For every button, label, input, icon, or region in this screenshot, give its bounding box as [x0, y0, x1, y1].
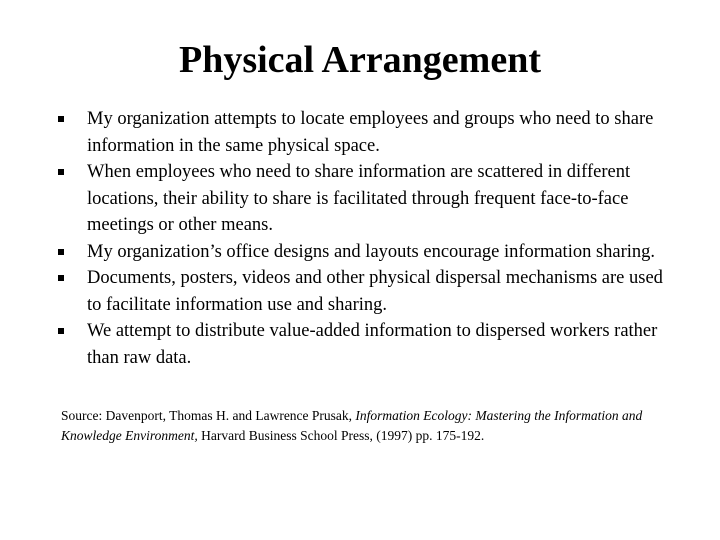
bullet-text: My organization attempts to locate employees and groups who need to share information in the same physical space.	[87, 109, 654, 156]
bullet-item	[56, 106, 666, 159]
source-suffix: Harvard Business School Press, (1997) pp. 175-192.	[197, 428, 485, 443]
bullet-item	[56, 265, 666, 318]
bullet-text: My organization’s office designs and layouts encourage information sharing.	[87, 241, 656, 262]
source-citation	[61, 406, 661, 446]
bullet-text: We attempt to distribute value-added information to dispersed workers rather than raw data.	[87, 321, 658, 368]
square-bullet-icon	[58, 169, 64, 175]
bullet-item	[56, 318, 666, 371]
square-bullet-icon	[58, 275, 64, 281]
bullet-item	[56, 159, 666, 239]
source-prefix: Source: Davenport, Thomas H. and Lawrence Prusak,	[61, 408, 356, 423]
bullet-text: Documents, posters, videos and other physical dispersal mechanisms are used to facilitate information use and sharing.	[87, 268, 663, 315]
bullet-list	[56, 106, 666, 371]
square-bullet-icon	[58, 249, 64, 255]
source-book-title: Information Ecology: Mastering the Information and Knowledge Environment,	[61, 408, 643, 443]
square-bullet-icon	[58, 116, 64, 122]
bullet-item	[56, 239, 666, 266]
square-bullet-icon	[58, 328, 64, 334]
bullet-text: When employees who need to share information are scattered in different locations, their ability to share is facilitated through frequent face-to-face meetings or other means.	[87, 162, 631, 235]
slide-title: Physical Arrangement	[178, 39, 541, 81]
